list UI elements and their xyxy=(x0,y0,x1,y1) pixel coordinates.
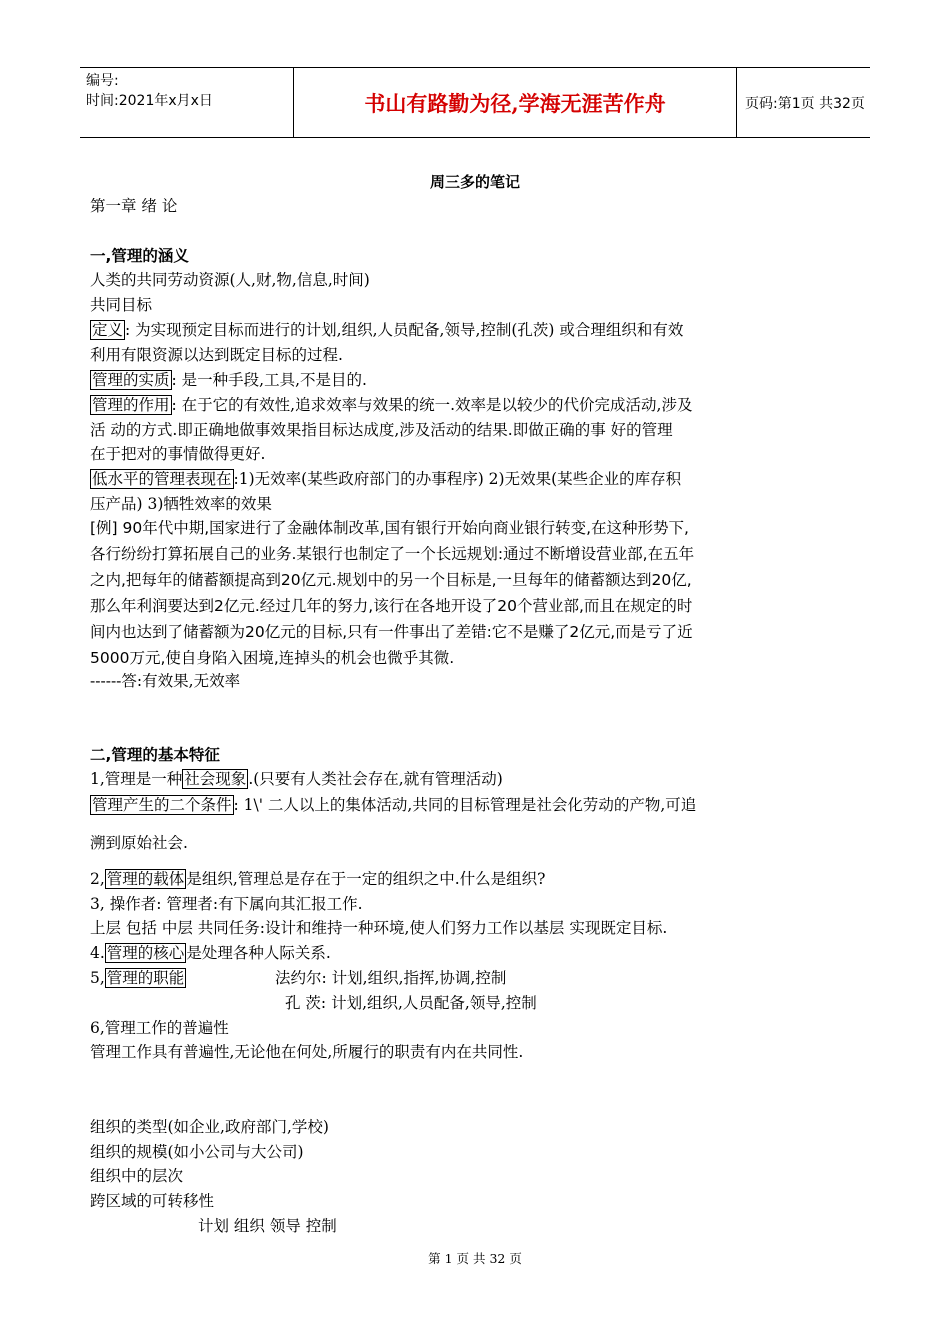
example-line: 各行纷纷打算拓展自己的业务.某银行也制定了一个长远规划:通过不断增设营业部,在五年 xyxy=(90,545,695,563)
feature-5-term: 管理的职能 xyxy=(106,969,185,987)
text-line: 上层 包括 中层 共同任务:设计和维持一种环境,使人们努力工作以基层 实现既定目标. xyxy=(90,919,668,937)
text-line: 溯到原始社会. xyxy=(90,834,188,852)
essence-text: : 是一种手段,工具,不是目的. xyxy=(171,371,367,389)
essence-term: 管理的实质 xyxy=(92,371,170,389)
feature-4-text: 是处理各种人际关系. xyxy=(186,944,331,962)
low-level-term: 低水平的管理表现在 xyxy=(92,470,232,488)
page-footer: 第 1 页 共 32 页 xyxy=(428,1251,522,1266)
definition-text: : 为实现预定目标而进行的计划,组织,人员配备,领导,控制(孔茨) 或合理组织和有效 xyxy=(125,321,684,339)
chapter-heading: 第一章 绪 论 xyxy=(90,197,178,215)
header-meta xyxy=(80,68,294,137)
low-level-text: :1)无效率(某些政府部门的办事程序) 2)无效果(某些企业的库存积 xyxy=(233,470,682,488)
feature-1-text: .(只要有人类社会存在,就有管理活动) xyxy=(248,770,503,788)
header-page-info: 页码:第1页 共32页 xyxy=(745,95,865,112)
text-line: 活 动的方式.即正确地做事效果指目标达成度,涉及活动的结果.即做正确的事 好的管理 xyxy=(90,421,673,439)
feature-1-line xyxy=(90,768,503,790)
section-1-heading: 一,管理的涵义 xyxy=(90,247,189,265)
page-header xyxy=(80,67,870,138)
org-type-line: 组织的类型(如企业,政府部门,学校) xyxy=(90,1118,329,1136)
number-label: 编号: xyxy=(86,73,119,89)
feature-3-line: 3, 操作者: 管理者:有下属向其汇报工作. xyxy=(90,895,363,913)
text-line: 共同目标 xyxy=(90,296,153,314)
feature-4-prefix: 4. xyxy=(90,944,105,962)
effect-text: : 在于它的有效性,追求效率与效果的统一.效率是以较少的代价完成活动,涉及 xyxy=(171,396,693,414)
feature-4-line xyxy=(90,942,331,964)
example-line: 之内,把每年的储蓄额提高到20亿元.规划中的另一个目标是,一旦每年的储蓄额达到20亿, xyxy=(90,571,692,589)
feature-2-prefix: 2, xyxy=(90,870,105,888)
text-line: 利用有限资源以达到既定目标的过程. xyxy=(90,346,343,364)
conditions-term: 管理产生的二个条件 xyxy=(92,796,232,814)
conditions-text: : 1\' 二人以上的集体活动,共同的目标管理是社会化劳动的产物,可追 xyxy=(233,796,697,814)
essence-line xyxy=(90,369,367,391)
header-motto: 书山有路勤为径,学海无涯苦作舟 xyxy=(294,68,737,137)
definition-line xyxy=(90,319,683,341)
document-title: 周三多的笔记 xyxy=(429,173,520,191)
feature-1-prefix: 1,管理是一种 xyxy=(90,770,183,788)
org-scale-line: 组织的规模(如小公司与大公司) xyxy=(90,1143,304,1161)
effect-line xyxy=(90,394,692,416)
feature-2-text: 是组织,管理总是存在于一定的组织之中.什么是组织? xyxy=(186,870,546,888)
definition-term: 定义 xyxy=(92,321,124,339)
effect-term: 管理的作用 xyxy=(92,396,170,414)
time-label: 时间:2021年x月x日 xyxy=(86,93,213,109)
feature-4-term: 管理的核心 xyxy=(106,944,185,962)
example-line: 那么年利润要达到2亿元.经过几年的努力,该行在各地开设了20个营业部,而且在规定的时 xyxy=(90,597,693,615)
feature-5-prefix: 5, xyxy=(90,969,105,987)
feature-5-line xyxy=(90,967,186,989)
fayol-functions: 法约尔: 计划,组织,指挥,协调,控制 xyxy=(275,969,507,987)
example-line: 间内也达到了储蓄额为20亿元的目标,只有一件事出了差错:它不是赚了2亿元,而是亏了近 xyxy=(90,623,693,641)
org-transfer-line: 跨区域的可转移性 xyxy=(90,1192,215,1210)
feature-2-line xyxy=(90,868,545,890)
text-line: 压产品) 3)牺牲效率的效果 xyxy=(90,495,272,513)
example-answer: ------答:有效果,无效率 xyxy=(90,672,241,690)
functions-line: 计划 组织 领导 控制 xyxy=(198,1217,337,1235)
section-2-heading: 二,管理的基本特征 xyxy=(90,746,220,764)
feature-6-line: 6,管理工作的普遍性 xyxy=(90,1019,229,1037)
example-line: [例] 90年代中期,国家进行了金融体制改革,国有银行开始向商业银行转变,在这种形势下, xyxy=(90,519,689,537)
text-line: 在于把对的事情做得更好. xyxy=(90,445,266,463)
conditions-line xyxy=(90,794,696,816)
feature-2-term: 管理的载体 xyxy=(106,870,185,888)
example-line: 5000万元,使自身陷入困境,连掉头的机会也微乎其微. xyxy=(90,649,455,667)
text-line: 管理工作具有普遍性,无论他在何处,所履行的职责有内在共同性. xyxy=(90,1043,524,1061)
low-level-line xyxy=(90,468,681,490)
feature-1-term: 社会现象 xyxy=(184,770,247,788)
text-line: 人类的共同劳动资源(人,财,物,信息,时间) xyxy=(90,271,370,289)
org-level-line: 组织中的层次 xyxy=(90,1167,184,1185)
koontz-functions: 孔 茨: 计划,组织,人员配备,领导,控制 xyxy=(285,994,537,1012)
